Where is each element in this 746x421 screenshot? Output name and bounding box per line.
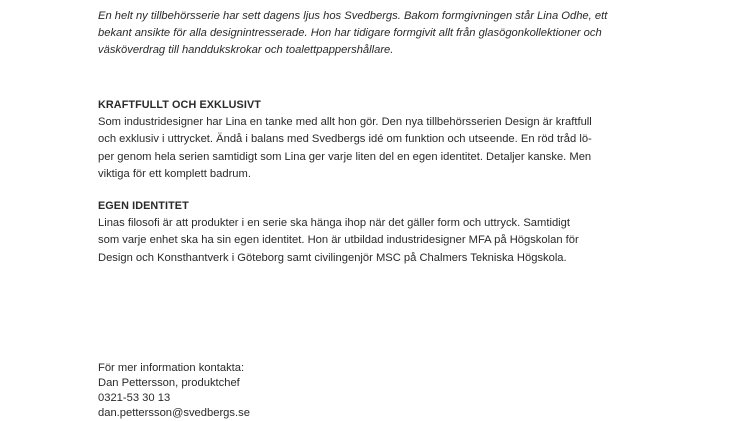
intro-line: En helt ny tillbehörsserie har sett dagens ljus hos Svedbergs. Bakom formgivningen står Lina Odhe, ett [98, 10, 608, 22]
paragraph-line: Linas filosofi är att produkter i en serie ska hänga ihop när det gäller form och uttryck. Samtidigt [98, 217, 570, 229]
contact-phone: 0321-53 30 13 [98, 392, 171, 404]
document-page [98, 0, 698, 419]
section-egen-identitet [98, 198, 678, 267]
paragraph-line: viktiga för ett komplett badrum. [98, 168, 251, 181]
paragraph-line: per genom hela serien samtidigt som Lina ger varje liten del en egen identitet. Detaljer kanske. Men [98, 150, 592, 163]
contact-label: För mer information kontakta: [98, 362, 245, 374]
section-paragraph [98, 114, 678, 184]
paragraph-line: Som industridesigner har Lina en tanke med allt hon gör. Den nya tillbehörsserien Design är kraftfull [98, 116, 592, 128]
paragraph-line: Design och Konsthantverk i Göteborg samt civilingenjör MSC på Chalmers Tekniska Högskola. [98, 251, 567, 264]
paragraph-line: som varje enhet ska ha sin egen identitet. Hon är utbildad industridesigner MFA på Högskolan för [98, 234, 579, 247]
section-kraftfullt [98, 97, 678, 184]
contact-block [98, 361, 250, 421]
intro-line: bekant ansikte för alla designintresserade. Hon har tidigare formgivit allt från glasögonkollektioner och [98, 27, 602, 40]
intro-line: väsköverdrag till handdukskrokar och toalettpappershållare. [98, 44, 394, 57]
section-heading: EGEN IDENTITET [98, 200, 189, 212]
contact-name: Dan Pettersson, produktchef [98, 377, 240, 389]
section-heading: KRAFTFULLT OCH EXKLUSIVT [98, 99, 261, 111]
section-paragraph [98, 215, 678, 267]
intro-paragraph [98, 8, 658, 60]
contact-email: dan.pettersson@svedbergs.se [98, 407, 250, 419]
paragraph-line: och exklusiv i uttrycket. Ändå i balans med Svedbergs idé om funktion och utseende. En röd tråd lö- [98, 133, 592, 146]
